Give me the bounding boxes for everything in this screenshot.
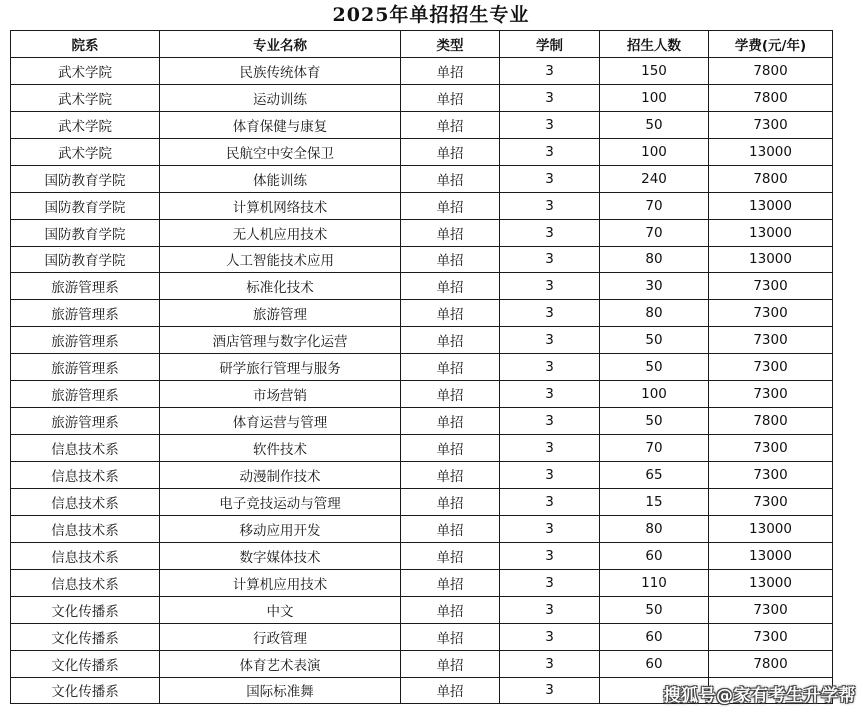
cell-tuition: 7800 (709, 165, 833, 192)
cell-duration: 3 (500, 111, 600, 138)
table-row (11, 192, 833, 219)
cell-type: 单招 (401, 462, 500, 489)
table-row (11, 596, 833, 623)
cell-type: 单招 (401, 569, 500, 596)
table-row (11, 327, 833, 354)
cell-major-name: 无人机应用技术 (160, 219, 401, 246)
cell-duration: 3 (500, 408, 600, 435)
cell-tuition: 7300 (709, 354, 833, 381)
cell-type: 单招 (401, 677, 500, 704)
cell-tuition: 7800 (709, 408, 833, 435)
cell-type: 单招 (401, 300, 500, 327)
table-row (11, 219, 833, 246)
table-row (11, 57, 833, 84)
cell-department: 文化传播系 (11, 623, 160, 650)
cell-type: 单招 (401, 623, 500, 650)
cell-major-name: 计算机应用技术 (160, 569, 401, 596)
cell-department: 旅游管理系 (11, 327, 160, 354)
cell-duration: 3 (500, 488, 600, 515)
cell-enrollment: 30 (600, 273, 709, 300)
cell-department: 国防教育学院 (11, 219, 160, 246)
watermark: 搜狐号@家有考生升学帮 (663, 686, 856, 706)
cell-major-name: 动漫制作技术 (160, 462, 401, 489)
cell-type: 单招 (401, 57, 500, 84)
cell-duration: 3 (500, 435, 600, 462)
cell-duration: 3 (500, 165, 600, 192)
table-row (11, 300, 833, 327)
cell-department: 旅游管理系 (11, 300, 160, 327)
cell-type: 单招 (401, 488, 500, 515)
table-row (11, 488, 833, 515)
cell-major-name: 体育保健与康复 (160, 111, 401, 138)
table-row (11, 84, 833, 111)
table-row (11, 462, 833, 489)
cell-tuition: 7300 (709, 327, 833, 354)
cell-enrollment: 70 (600, 435, 709, 462)
cell-type: 单招 (401, 515, 500, 542)
cell-type: 单招 (401, 111, 500, 138)
cell-enrollment: 60 (600, 623, 709, 650)
table-row (11, 515, 833, 542)
cell-type: 单招 (401, 219, 500, 246)
cell-enrollment: 100 (600, 138, 709, 165)
cell-major-name: 电子竞技运动与管理 (160, 488, 401, 515)
page-title: 2025年单招招生专业 (332, 4, 530, 26)
cell-tuition: 7300 (709, 111, 833, 138)
cell-enrollment: 50 (600, 596, 709, 623)
cell-type: 单招 (401, 84, 500, 111)
header-enrollment: 招生人数 (600, 31, 709, 58)
cell-department: 国防教育学院 (11, 246, 160, 273)
cell-duration: 3 (500, 300, 600, 327)
cell-type: 单招 (401, 273, 500, 300)
cell-major-name: 酒店管理与数字化运营 (160, 327, 401, 354)
cell-major-name: 体能训练 (160, 165, 401, 192)
cell-tuition: 13000 (709, 569, 833, 596)
table-row (11, 246, 833, 273)
cell-department: 信息技术系 (11, 515, 160, 542)
table-header-row (11, 31, 833, 58)
cell-tuition: 7300 (709, 596, 833, 623)
cell-major-name: 研学旅行管理与服务 (160, 354, 401, 381)
cell-department: 武术学院 (11, 84, 160, 111)
cell-duration: 3 (500, 381, 600, 408)
cell-department: 旅游管理系 (11, 273, 160, 300)
cell-type: 单招 (401, 138, 500, 165)
cell-tuition: 7300 (709, 488, 833, 515)
cell-department: 国防教育学院 (11, 165, 160, 192)
header-department: 院系 (11, 31, 160, 58)
cell-enrollment: 60 (600, 542, 709, 569)
cell-tuition: 13000 (709, 192, 833, 219)
cell-type: 单招 (401, 165, 500, 192)
header-duration: 学制 (500, 31, 600, 58)
table-row (11, 408, 833, 435)
cell-enrollment: 50 (600, 408, 709, 435)
cell-major-name: 国际标准舞 (160, 677, 401, 704)
cell-enrollment: 240 (600, 165, 709, 192)
cell-enrollment: 70 (600, 219, 709, 246)
cell-major-name: 市场营销 (160, 381, 401, 408)
cell-tuition: 7300 (709, 300, 833, 327)
cell-type: 单招 (401, 327, 500, 354)
cell-department: 文化传播系 (11, 677, 160, 704)
cell-major-name: 计算机网络技术 (160, 192, 401, 219)
cell-duration: 3 (500, 677, 600, 704)
table-row (11, 273, 833, 300)
table-row (11, 623, 833, 650)
cell-tuition: 13000 (709, 219, 833, 246)
cell-enrollment: 80 (600, 300, 709, 327)
cell-enrollment: 50 (600, 111, 709, 138)
cell-duration: 3 (500, 542, 600, 569)
cell-type: 单招 (401, 192, 500, 219)
cell-duration: 3 (500, 246, 600, 273)
table-row (11, 381, 833, 408)
cell-department: 武术学院 (11, 111, 160, 138)
cell-duration: 3 (500, 623, 600, 650)
cell-department: 信息技术系 (11, 542, 160, 569)
cell-tuition: 7300 (709, 273, 833, 300)
cell-duration: 3 (500, 354, 600, 381)
cell-duration: 3 (500, 515, 600, 542)
cell-major-name: 数字媒体技术 (160, 542, 401, 569)
cell-enrollment: 100 (600, 84, 709, 111)
cell-major-name: 行政管理 (160, 623, 401, 650)
table-row (11, 165, 833, 192)
cell-type: 单招 (401, 596, 500, 623)
cell-type: 单招 (401, 246, 500, 273)
cell-tuition: 13000 (709, 515, 833, 542)
cell-duration: 3 (500, 596, 600, 623)
cell-department: 文化传播系 (11, 596, 160, 623)
table-body (11, 57, 833, 704)
cell-major-name: 民航空中安全保卫 (160, 138, 401, 165)
table-row (11, 138, 833, 165)
cell-type: 单招 (401, 381, 500, 408)
cell-enrollment: 50 (600, 354, 709, 381)
cell-major-name: 运动训练 (160, 84, 401, 111)
cell-tuition: 7300 (709, 435, 833, 462)
cell-enrollment: 15 (600, 488, 709, 515)
cell-duration: 3 (500, 569, 600, 596)
cell-duration: 3 (500, 273, 600, 300)
enrollment-table (10, 30, 833, 704)
cell-department: 旅游管理系 (11, 408, 160, 435)
cell-enrollment: 60 (600, 650, 709, 677)
cell-department: 信息技术系 (11, 462, 160, 489)
table-row (11, 354, 833, 381)
cell-tuition: 7800 (709, 57, 833, 84)
cell-tuition: 7800 (709, 84, 833, 111)
cell-major-name: 体育运营与管理 (160, 408, 401, 435)
cell-duration: 3 (500, 57, 600, 84)
cell-tuition: 7300 (709, 381, 833, 408)
cell-major-name: 人工智能技术应用 (160, 246, 401, 273)
header-type: 类型 (401, 31, 500, 58)
cell-department: 信息技术系 (11, 569, 160, 596)
cell-duration: 3 (500, 327, 600, 354)
cell-enrollment: 110 (600, 569, 709, 596)
cell-enrollment: 50 (600, 327, 709, 354)
header-tuition: 学费(元/年) (709, 31, 833, 58)
header-major-name: 专业名称 (160, 31, 401, 58)
cell-tuition: 7300 (709, 623, 833, 650)
cell-duration: 3 (500, 84, 600, 111)
cell-enrollment: 80 (600, 246, 709, 273)
cell-tuition: 7300 (709, 462, 833, 489)
cell-enrollment: 70 (600, 192, 709, 219)
cell-major-name: 中文 (160, 596, 401, 623)
cell-department: 文化传播系 (11, 650, 160, 677)
cell-duration: 3 (500, 138, 600, 165)
table-row (11, 569, 833, 596)
cell-enrollment: 65 (600, 462, 709, 489)
cell-duration: 3 (500, 219, 600, 246)
table-row (11, 542, 833, 569)
cell-type: 单招 (401, 650, 500, 677)
cell-enrollment: 100 (600, 381, 709, 408)
cell-department: 旅游管理系 (11, 354, 160, 381)
table-row (11, 650, 833, 677)
cell-type: 单招 (401, 542, 500, 569)
cell-department: 武术学院 (11, 138, 160, 165)
cell-tuition: 7800 (709, 650, 833, 677)
cell-type: 单招 (401, 408, 500, 435)
cell-department: 武术学院 (11, 57, 160, 84)
table-row (11, 111, 833, 138)
cell-department: 国防教育学院 (11, 192, 160, 219)
cell-major-name: 体育艺术表演 (160, 650, 401, 677)
cell-major-name: 民族传统体育 (160, 57, 401, 84)
cell-enrollment: 150 (600, 57, 709, 84)
cell-type: 单招 (401, 435, 500, 462)
cell-tuition: 13000 (709, 542, 833, 569)
cell-duration: 3 (500, 650, 600, 677)
cell-enrollment: 80 (600, 515, 709, 542)
cell-department: 信息技术系 (11, 488, 160, 515)
cell-major-name: 移动应用开发 (160, 515, 401, 542)
table-row (11, 435, 833, 462)
cell-tuition: 13000 (709, 246, 833, 273)
cell-major-name: 软件技术 (160, 435, 401, 462)
cell-tuition: 13000 (709, 138, 833, 165)
cell-type: 单招 (401, 354, 500, 381)
cell-department: 信息技术系 (11, 435, 160, 462)
cell-major-name: 旅游管理 (160, 300, 401, 327)
cell-duration: 3 (500, 192, 600, 219)
cell-major-name: 标准化技术 (160, 273, 401, 300)
cell-duration: 3 (500, 462, 600, 489)
cell-department: 旅游管理系 (11, 381, 160, 408)
